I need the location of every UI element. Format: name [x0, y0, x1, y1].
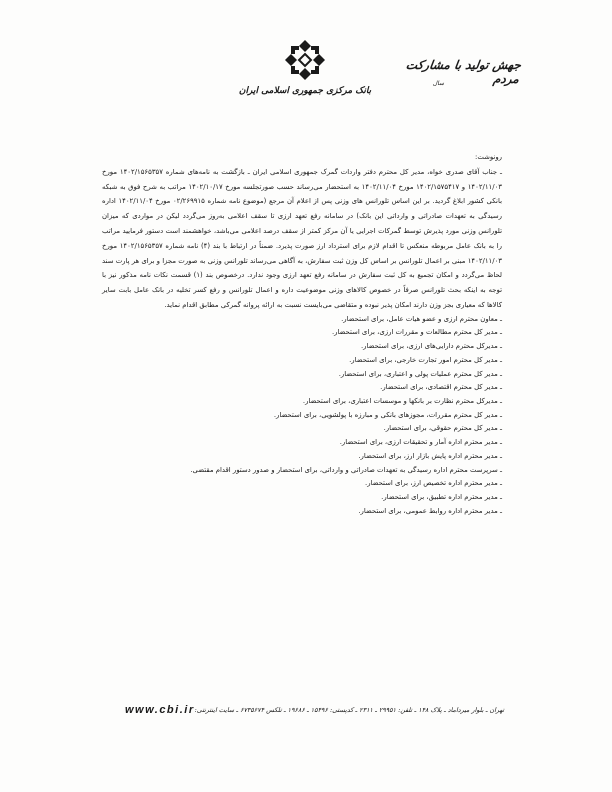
bank-name: بانک مرکزی جمهوری اسلامی ایران	[238, 86, 372, 96]
list-item: ـ مدیرکل محترم دارایی‌های ارزی، برای استحضار.	[360, 342, 502, 351]
bank-emblem-icon	[283, 38, 327, 82]
website-link[interactable]: www.cbi.ir	[125, 704, 195, 716]
contact-address: تهران ـ بلوار میرداماد ـ پلاک ۱۴۸ ـ تلفن: ۲۹۹۵۱ ـ ۲۳۱۱ ـ کدپستی: ۱۵۴۹۶ ـ ۱۹۶۸۶ ـ تلکس ۶۷۳۵۶۷۴ ـ سایت اینترنتی:	[194, 706, 505, 714]
year-motto: جهش تولید با مشارکت مردم	[405, 58, 522, 86]
list-item: ـ مدیر کل محترم امور تجارت خارجی، برای استحضار.	[349, 355, 502, 364]
letter-footer	[125, 702, 505, 718]
list-item: ـ مدیرکل محترم نظارت بر بانکها و موسسات اعتباری، برای استحضار.	[302, 396, 502, 405]
list-item: ـ مدیر محترم اداره پایش بازار ارز، برای استحضار.	[358, 451, 502, 460]
list-item: ـ مدیر کل محترم مطالعات و مقررات ارزی، برای استحضار.	[331, 328, 502, 337]
year-motto-label: سال	[432, 80, 444, 87]
list-item: ـ مدیر کل محترم اقتصادی، برای استحضار.	[380, 383, 502, 392]
cc-recipient-list	[102, 313, 502, 519]
list-item: ـ معاون محترم ارزی و عضو هیات عامل، برای استحضار.	[341, 314, 502, 323]
list-item: ـ مدیر محترم اداره تخصیص ارز، برای استحضار.	[365, 479, 502, 488]
list-item: ـ سرپرست محترم اداره رسیدگی به تعهدات صادراتی و وارداتی، برای استحضار و صدور دستور اقدام مقتضی.	[190, 465, 502, 474]
bank-logo-block	[238, 38, 372, 108]
list-item: ـ مدیر کل محترم حقوقی، برای استحضار.	[383, 424, 502, 433]
list-item: ـ مدیر محترم اداره آمار و تحقیقات ارزی، برای استحضار.	[339, 438, 502, 447]
letter-content	[102, 150, 502, 518]
list-item: ـ مدیر محترم اداره تطبیق، برای استحضار.	[381, 492, 502, 501]
list-item: ـ مدیر کل محترم عملیات پولی و اعتباری، برای استحضار.	[338, 369, 502, 378]
cc-heading: رونوشت:	[475, 153, 502, 161]
list-item: ـ مدیر کل محترم مقررات، مجوزهای بانکی و مبارزه با پولشویی، برای استحضار.	[273, 410, 502, 419]
list-item: ـ مدیر محترم اداره روابط عمومی، برای استحضار.	[358, 506, 502, 515]
cc-main-paragraph: ـ جناب آقای صدری خواه، مدیر کل محترم دفتر واردات گمرک جمهوری اسلامی ایران ـ بازگشت به نامه‌های شماره ۱۴۰۲/۱۵۶۵۳۵۷ مورخ ۱۴۰۲/۱۱/۰۳ و ۱۴۰۲/۱۵۷۵۴۱۷ مورخ ۱۴۰۲/۱۱/۰۴ به استحضار می‌رساند حسب صورتجلسه مورخ ۱۴۰۲/۱۰/۱۷ مراتب به شرح فوق به شبکه بانکی کشور ابلاغ گردید. بر این اساس تلورانس های وزنی پس از اعلام آن مرجع (موضوع نامه شماره ۰۲/۲۶۹۹۱۵ مورخ ۱۴۰۲/۱۱/۰۴ اداره رسیدگی به تعهدات صادراتی و وارداتی این بانک) در سامانه رفع تعهد ارزی تا سقف اعلامی به‌روز می‌گردد لیکن در مواردی که میزان تلورانس وزنی مورد پذیرش توسط گمرکات اجرایی یا آن مرکز کمتر از سقف درصد اعلامی می‌باشد، خواهشمند است دستور فرمایید مراتب را به بانک عامل مربوطه منعکس تا اقدام لازم برای استرداد ارز صورت پذیرد. ضمناً در ارتباط با بند (۴) نامه شماره ۱۴۰۲/۱۵۶۵۳۵۷ مورخ ۱۴۰۲/۱۱/۰۳ مبنی بر اعمال تلورانس بر اساس کل وزن ثبت سفارش، به آگاهی می‌رساند تلورانس وزنی به صورت مجزا و برای هر پارت سند لحاظ می‌گردد و امکان تجمیع به کل ثبت سفارش در سامانه رفع تعهد ارزی وجود ندارد. درخصوص بند (۱) قسمت نکات نامه مذکور نیز با توجه به اینکه بحث تلورانس صرفاً در خصوص کالاهای وزنی موضوعیت داره و اعمال تلورانس و رفع کسر تخلیه در بانک عامل بابت سایر کالاها که معیاری بجز وزن دارند امکان پذیر نبوده و متقاضی می‌بایست نسبت به ارائه پروانه گمرکی مطابق اقدام نماید.	[102, 167, 502, 309]
